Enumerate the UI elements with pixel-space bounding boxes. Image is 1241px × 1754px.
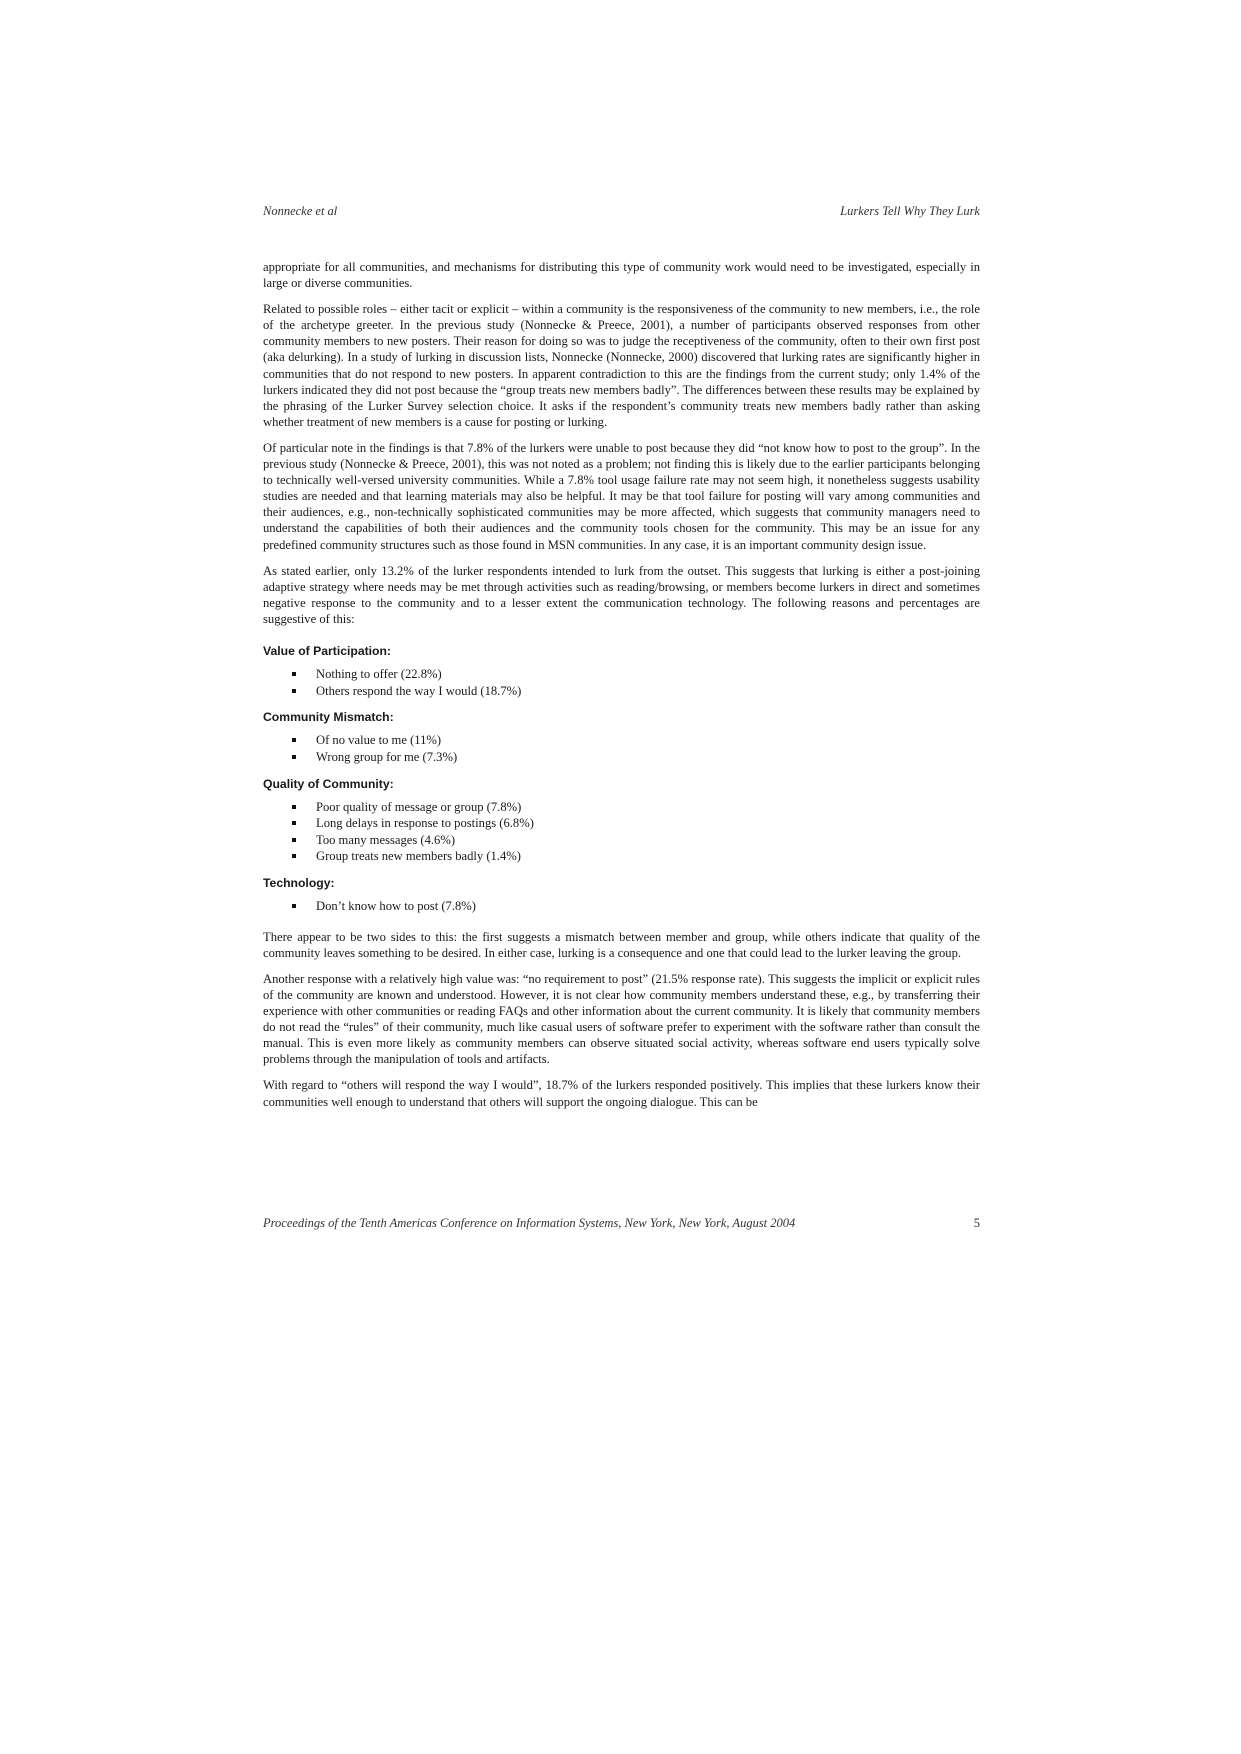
body-text [263,259,980,1120]
page-number: 5 [973,1216,980,1230]
list-item [263,898,980,915]
paragraph: Of particular note in the findings is that 7.8% of the lurkers were unable to post because they did “not know how to post to the group”. In the previous study (Nonnecke & Preece, 2001), this was not noted as a problem; not finding this is likely due to the earlier participants belonging to technically well-versed university communities. While a 7.8% tool usage failure rate may not seem high, it nonetheless suggests usability studies are needed and that learning materials may also be helpful. It may be that tool failure for posting will vary among communities and their audiences, e.g., non-technically sophisticated communities may be more affected, which suggests that community managers need to understand the capabilities of both their audiences and the community tools chosen for the community. This may be an issue for any predefined community structures such as those found in MSN communities. In any case, it is an important community design issue. [263,440,980,552]
footer-citation: Proceedings of the Tenth Americas Conference on Information Systems, New York, New York, August 2004 [263,1216,796,1230]
list-item-text: Of no value to me (11%) [316,733,442,748]
paragraph: As stated earlier, only 13.2% of the lurker respondents intended to lurk from the outset. This suggests that lurking is either a post-joining adaptive strategy where needs may be met through activities such as reading/browsing, or members become lurkers in direct and sometimes negative response to the community and to a lesser extent the communication technology. The following reasons and percentages are suggestive of this: [263,563,980,626]
list-item-text: Nothing to offer (22.8%) [316,667,442,682]
paragraph: There appear to be two sides to this: the first suggests a mismatch between member and group, while others indicate that quality of the community leaves something to be desired. In either case, lurking is a consequence and one that could lead to the lurker leaving the group. [263,929,980,960]
bullet-icon [292,854,296,858]
section-heading-quality-of-community: Quality of Community: [263,776,394,791]
bullet-icon [292,838,296,842]
list-item [263,815,980,832]
list-item [263,683,980,700]
list-item [263,832,980,849]
list-item-text: Long delays in response to postings (6.8%) [316,816,534,831]
list-item [263,799,980,816]
bullet-icon [292,904,296,908]
list-item [263,666,980,683]
bullet-list [263,732,980,765]
section-heading-community-mismatch: Community Mismatch: [263,710,394,725]
paragraph: appropriate for all communities, and mechanisms for distributing this type of community work would need to be investigated, especially in large or diverse communities. [263,260,980,291]
bullet-list [263,666,980,699]
list-item [263,749,980,766]
paragraph: Another response with a relatively high value was: “no requirement to post” (21.5% response rate). This suggests the implicit or explicit rules of the community are known and understood. However, it is not clear how community members understand these, e.g., by transferring their experience with other communities or reading FAQs and other information about the current community. It is likely that community members do not read the “rules” of their community, much like casual users of software prefer to experiment with the software rather than consult the manual. This is even more likely as community members can observe situated social activity, whereas software end users typically solve problems through the manipulation of tools and artifacts. [263,971,980,1067]
bullet-icon [292,805,296,809]
bullet-icon [292,755,296,759]
list-item-text: Wrong group for me (7.3%) [316,749,458,764]
list-item [263,732,980,749]
bullet-list [263,799,980,865]
list-item-text: Poor quality of message or group (7.8%) [316,799,522,814]
list-item [263,848,980,865]
bullet-icon [292,672,296,676]
paragraph: With regard to “others will respond the way I would”, 18.7% of the lurkers responded positively. This implies that these lurkers know their communities well enough to understand that others will support the ongoing dialogue. This can be [263,1078,980,1109]
paragraph: Related to possible roles – either tacit or explicit – within a community is the responsiveness of the community to new members, i.e., the role of the archetype greeter. In the previous study (Nonnecke & Preece, 2001), a number of participants observed responses from other community members to new posters. Their reason for doing so was to judge the receptiveness of the community, often to their own first post (aka delurking). In a study of lurking in discussion lists, Nonnecke (Nonnecke, 2000) discovered that lurking rates are significantly higher in communities that do not respond to new posters. In apparent contradiction to this are the findings from the current study; only 1.4% of the lurkers indicated they did not post because the “group treats new members badly”. The differences between these results may be explained by the phrasing of the Lurker Survey selection choice. It asks if the respondent’s community treats new members badly rather than asking whether treatment of new members is a cause for posting or lurking. [263,302,980,429]
header-title: Lurkers Tell Why They Lurk [840,204,980,218]
list-item-text: Group treats new members badly (1.4%) [316,849,521,864]
header-authors: Nonnecke et al [263,204,338,218]
bullet-icon [292,738,296,742]
list-item-text: Too many messages (4.6%) [316,832,456,847]
bullet-icon [292,821,296,825]
section-heading-technology: Technology: [263,876,335,890]
bullet-icon [292,689,296,693]
page-footer [263,1216,980,1231]
section-heading-value-of-participation: Value of Participation: [263,643,391,658]
list-item-text: Others respond the way I would (18.7%) [316,683,522,698]
bullet-list [263,898,980,915]
running-header [263,204,980,219]
list-item-text: Don’t know how to post (7.8%) [316,899,476,914]
